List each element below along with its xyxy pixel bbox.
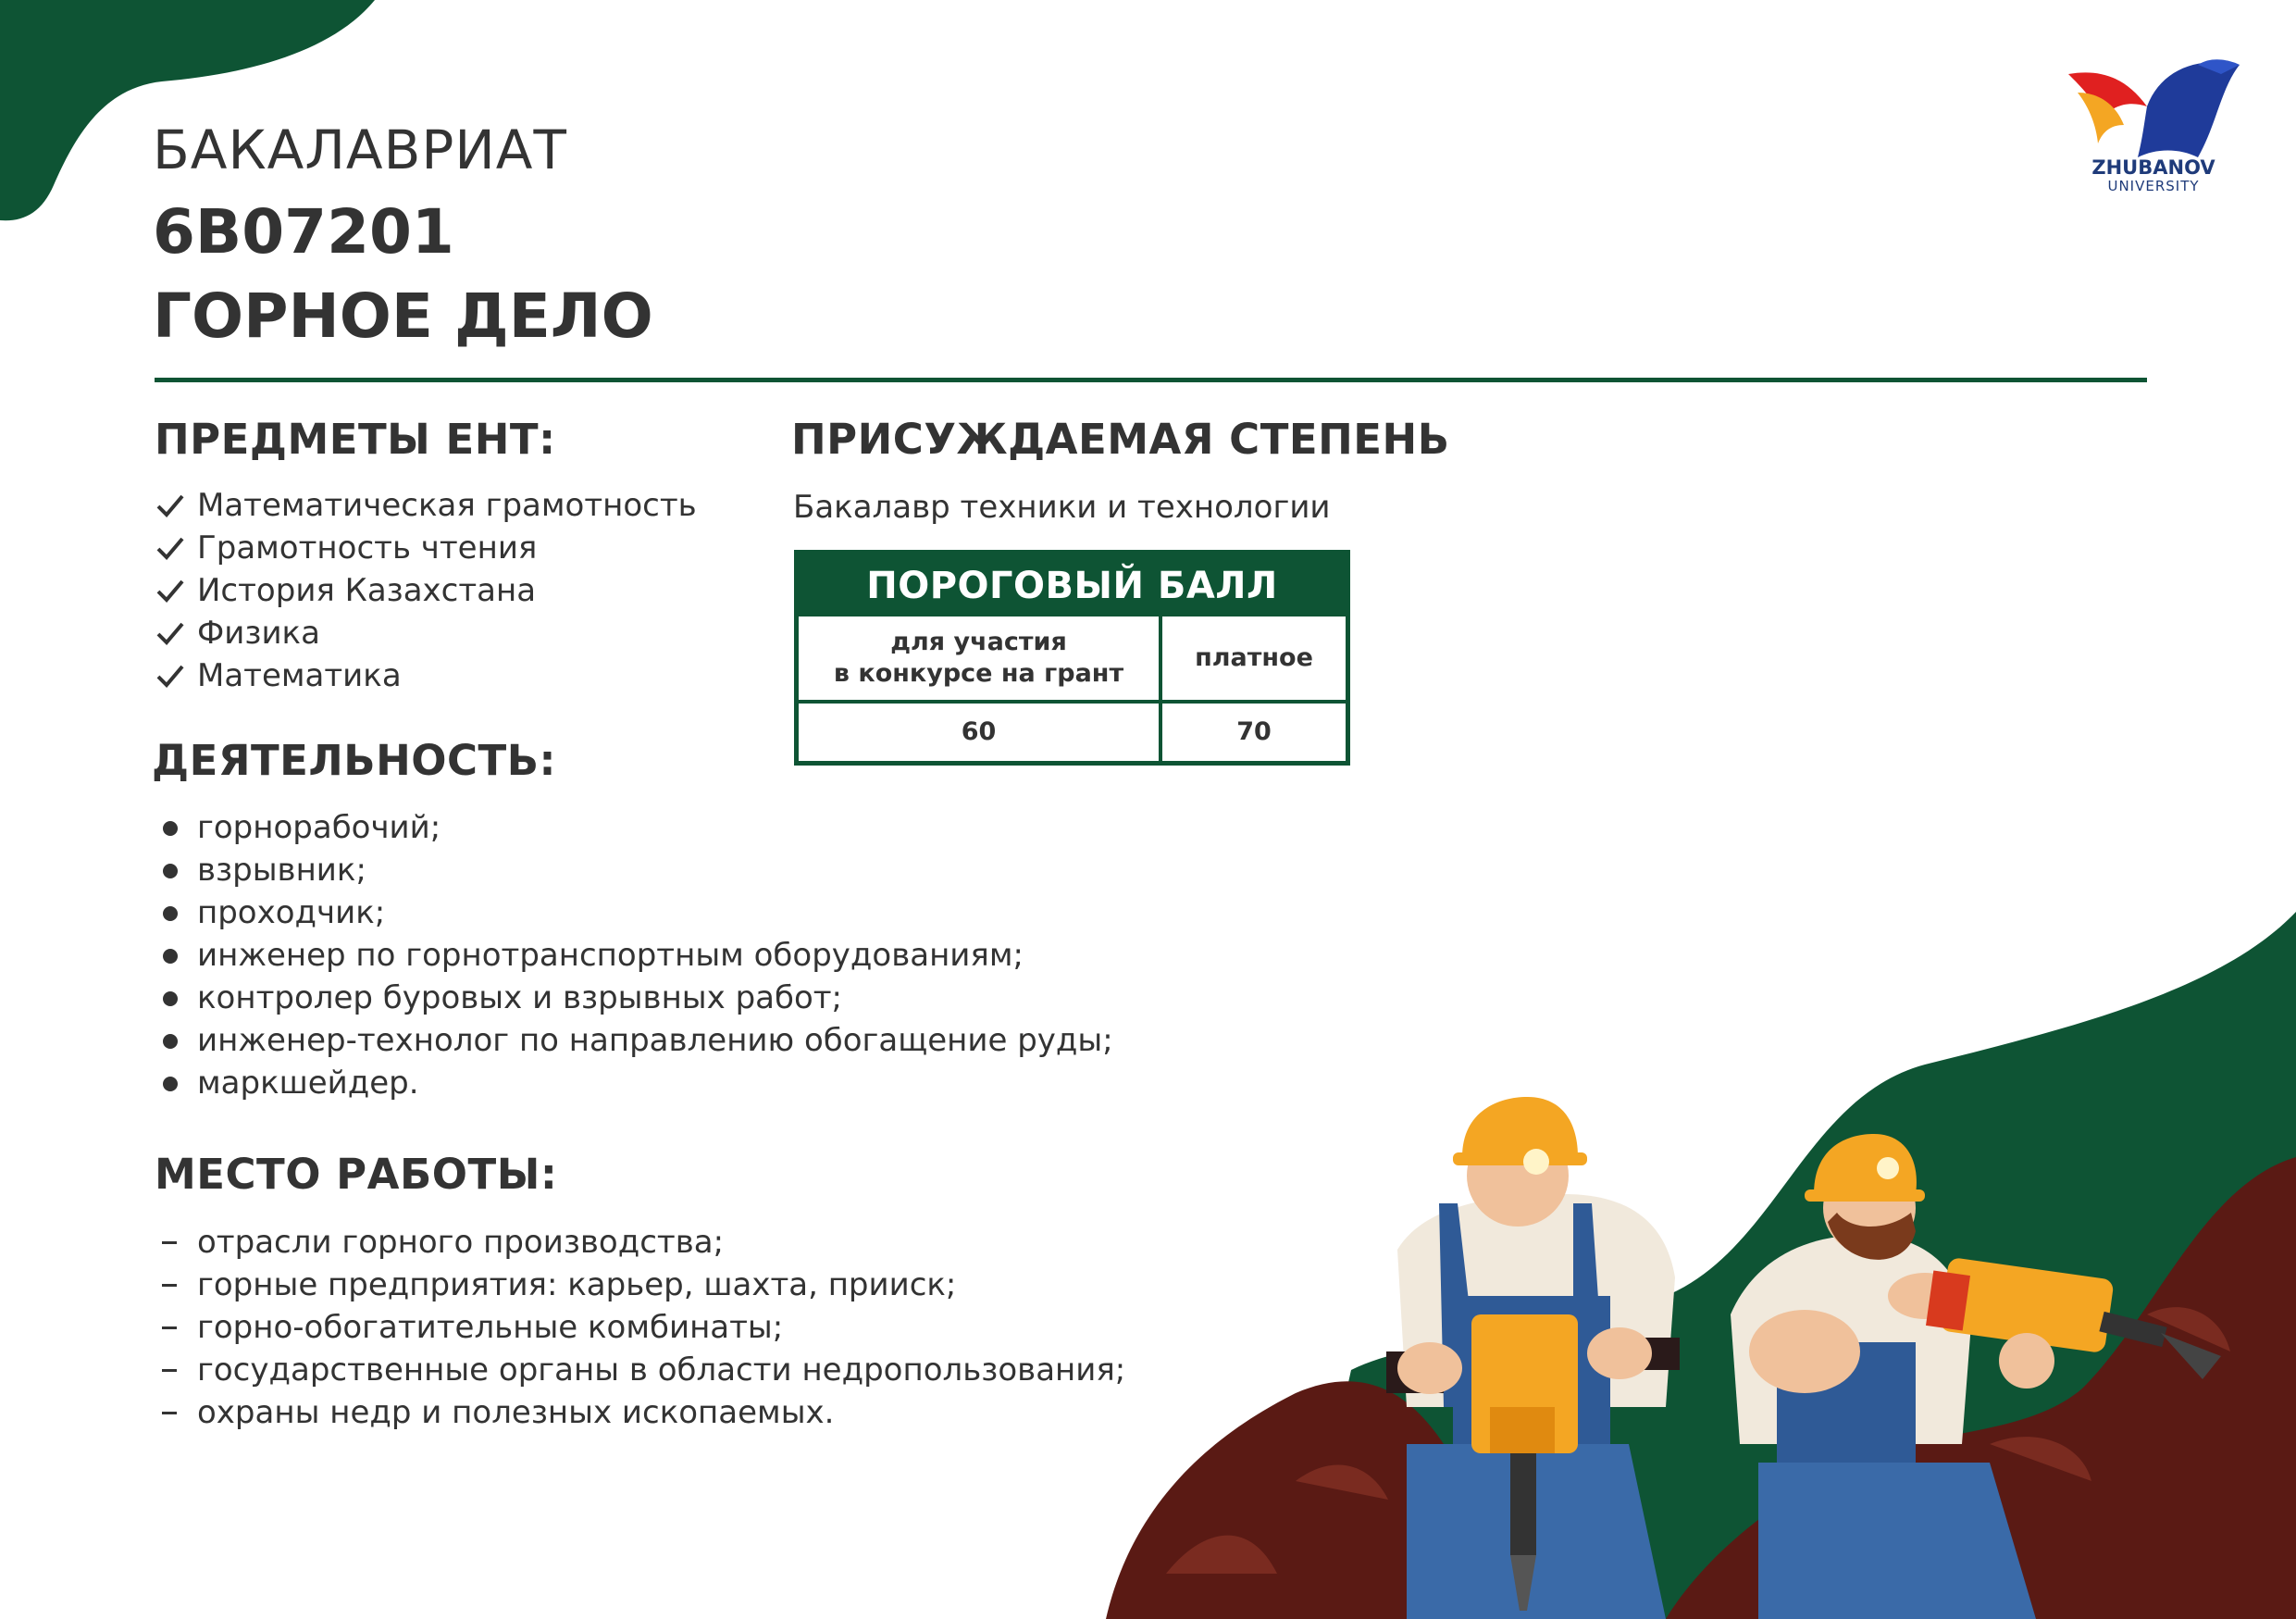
program-code: 6B07201 [153, 196, 454, 268]
checkmark-icon [155, 569, 192, 612]
degree-level: БАКАЛАВРИАТ [153, 118, 567, 181]
list-item [155, 806, 1113, 849]
subjects-heading: ПРЕДМЕТЫ ЕНТ: [155, 415, 556, 464]
activity-label: проходчик; [197, 894, 386, 931]
bullet-icon [155, 849, 192, 891]
activity-label: горнорабочий; [197, 809, 441, 846]
list-item [155, 1391, 1125, 1434]
activity-label: инженер по горнотранспортным оборудованиям; [197, 937, 1024, 974]
workplace-label: горно-обогатительные комбинаты; [197, 1309, 784, 1346]
logo-subtitle: UNIVERSITY [2107, 178, 2200, 194]
miners-illustration [1092, 1083, 2296, 1619]
list-item [155, 891, 1113, 934]
header-divider [155, 378, 2147, 382]
list-item [155, 1221, 1125, 1264]
degree-value: Бакалавр техники и технологии [793, 489, 1331, 526]
grant-label: для участия в конкурсе на грант [833, 628, 1124, 688]
list-item [155, 1349, 1125, 1391]
bullet-icon [155, 977, 192, 1019]
paid-score: 70 [1236, 717, 1272, 746]
miner-left [1386, 1097, 1680, 1619]
paid-column-header [1162, 616, 1346, 704]
list-item [155, 934, 1113, 977]
subject-label: История Казахстана [197, 572, 537, 609]
workplace-label: отрасли горного производства; [197, 1224, 725, 1261]
activity-list [155, 806, 1113, 1104]
activity-label: маркшейдер. [197, 1065, 419, 1102]
list-item [155, 1062, 1113, 1104]
degree-heading: ПРИСУЖДАЕМАЯ СТЕПЕНЬ [791, 415, 1450, 464]
paid-label: платное [1195, 643, 1313, 672]
activity-label: взрывник; [197, 852, 366, 889]
bullet-icon [155, 891, 192, 934]
subjects-list [155, 484, 697, 697]
list-item [155, 849, 1113, 891]
workplace-label: государственные органы в области недропользования; [197, 1351, 1126, 1389]
bullet-icon [155, 934, 192, 977]
dash-icon [155, 1306, 192, 1349]
activity-heading: ДЕЯТЕЛЬНОСТЬ: [152, 736, 557, 785]
subject-label: Физика [197, 615, 320, 652]
bullet-icon [155, 1062, 192, 1104]
dash-icon [155, 1391, 192, 1434]
paid-score-cell [1162, 704, 1346, 761]
checkmark-icon [155, 484, 192, 527]
threshold-score-table [794, 550, 1350, 766]
bullet-icon [155, 1019, 192, 1062]
bullet-icon [155, 806, 192, 849]
dash-icon [155, 1221, 192, 1264]
list-item [155, 569, 697, 612]
list-item [155, 612, 697, 654]
activity-label: контролер буровых и взрывных работ; [197, 979, 843, 1016]
program-name: ГОРНОЕ ДЕЛО [153, 280, 653, 352]
workplace-label: охраны недр и полезных ископаемых. [197, 1394, 835, 1431]
dash-icon [155, 1264, 192, 1306]
activity-label: инженер-технолог по направлению обогащение руды; [197, 1022, 1113, 1059]
threshold-table-title: ПОРОГОВЫЙ БАЛЛ [799, 554, 1346, 616]
workplace-list [155, 1221, 1125, 1434]
subject-label: Математика [197, 657, 402, 694]
checkmark-icon [155, 527, 192, 569]
list-item [155, 1306, 1125, 1349]
list-item [155, 527, 697, 569]
workplace-heading: МЕСТО РАБОТЫ: [155, 1150, 558, 1199]
dash-icon [155, 1349, 192, 1391]
list-item [155, 654, 697, 697]
list-item [155, 484, 697, 527]
checkmark-icon [155, 654, 192, 697]
subject-label: Грамотность чтения [197, 529, 538, 567]
workplace-label: горные предприятия: карьер, шахта, прииск; [197, 1266, 957, 1303]
subject-label: Математическая грамотность [197, 487, 697, 524]
list-item [155, 1019, 1113, 1062]
list-item [155, 977, 1113, 1019]
grant-score: 60 [961, 717, 997, 746]
list-item [155, 1264, 1125, 1306]
grant-column-header [799, 616, 1162, 704]
logo-name: ZHUBANOV [2091, 156, 2215, 179]
grant-score-cell [799, 704, 1162, 761]
checkmark-icon [155, 612, 192, 654]
